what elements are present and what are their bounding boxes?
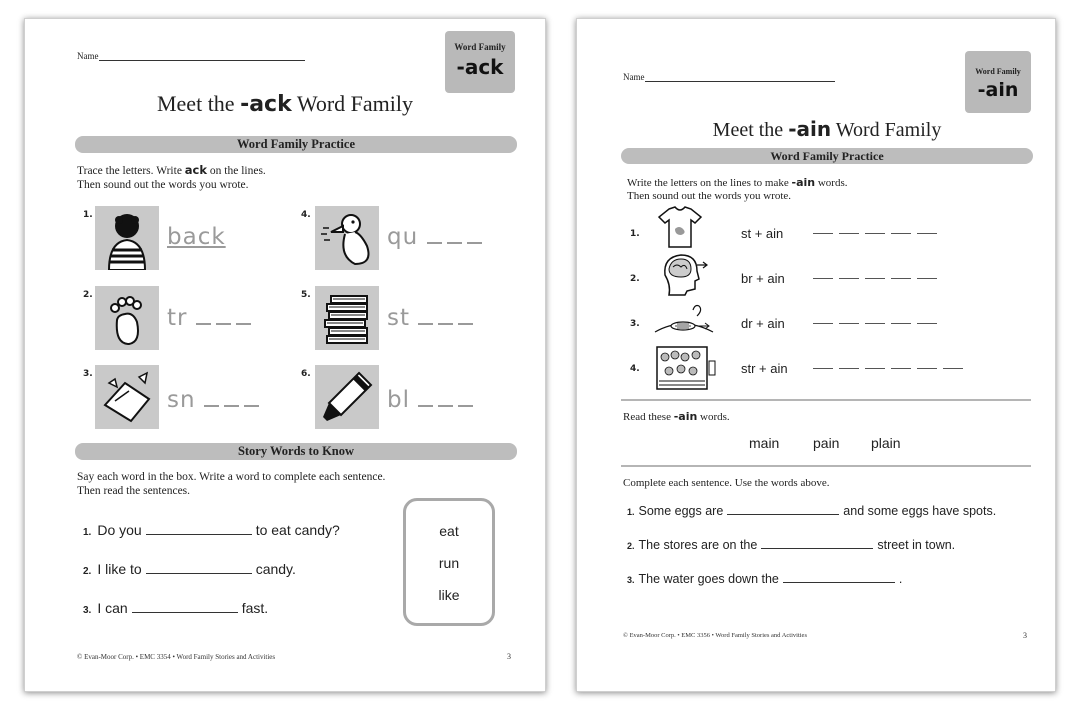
trace-word-quack[interactable]: qu <box>387 224 487 250</box>
item-number: 1. <box>83 210 93 220</box>
sentence-1: 1. Some eggs are and some eggs have spots. <box>627 504 997 518</box>
crowd-train-icon <box>655 345 717 391</box>
item-number: 2. <box>83 290 93 300</box>
practice-instructions: Trace the letters. Write ack on the lines. Then sound out the words you wrote. <box>77 163 266 191</box>
read-word-pain: pain <box>813 435 840 451</box>
word-box-item: eat <box>439 523 459 539</box>
item-number: 3. <box>83 369 93 379</box>
drain-icon <box>653 302 715 338</box>
page-footer: © Evan-Moor Corp. • EMC 3354 • Word Family Stories and Activities <box>77 653 276 661</box>
trace-word-stack[interactable]: st <box>387 305 478 331</box>
answer-line[interactable] <box>783 582 895 583</box>
section-header-practice: Word Family Practice <box>621 148 1033 164</box>
answer-line[interactable] <box>146 573 252 574</box>
answer-blanks[interactable] <box>813 269 943 287</box>
divider <box>621 465 1031 467</box>
name-field[interactable]: Name <box>77 51 305 61</box>
word-family-tab: Word Family -ack <box>445 31 515 93</box>
word-box-item: run <box>438 555 460 571</box>
trace-word-back[interactable]: back <box>167 224 226 250</box>
read-instructions: Read these -ain words. <box>623 410 730 423</box>
read-word-plain: plain <box>871 435 901 451</box>
word-builder-1: st + ain <box>741 226 784 241</box>
page-number: 3 <box>1023 631 1027 640</box>
trace-word-snack[interactable]: sn <box>167 387 264 413</box>
answer-blanks[interactable] <box>813 359 969 377</box>
sentence-2: 2. The stores are on the street in town. <box>627 538 956 552</box>
item-number: 4. <box>630 364 640 374</box>
item-number: 1. <box>630 229 640 239</box>
child-back-icon <box>95 206 159 270</box>
item-number: 2. <box>630 274 640 284</box>
name-field[interactable]: Name <box>623 72 835 82</box>
item-number: 6. <box>301 369 311 379</box>
practice-instructions: Write the letters on the lines to make -ain words. Then sound out the words you wrote. <box>627 176 848 202</box>
duck-icon <box>315 206 379 270</box>
worksheet-page-ain <box>576 18 1056 692</box>
trace-word-track[interactable]: tr <box>167 305 256 331</box>
story-instructions: Say each word in the box. Write a word to complete each sentence. Then read the sentences. <box>77 471 386 497</box>
page-footer: © Evan-Moor Corp. • EMC 3356 • Word Family Stories and Activities <box>623 632 807 639</box>
section-header-practice: Word Family Practice <box>75 136 517 153</box>
word-builder-4: str + ain <box>741 361 788 376</box>
book-stack-icon <box>315 286 379 350</box>
footprint-icon <box>95 286 159 350</box>
word-builder-2: br + ain <box>741 271 785 286</box>
page-title: Meet the -ain Word Family <box>712 117 942 141</box>
read-word-main: main <box>749 435 780 451</box>
word-box <box>403 498 495 626</box>
page-title: Meet the -ack Word Family <box>156 91 414 117</box>
answer-line[interactable] <box>146 534 252 535</box>
answer-blanks[interactable] <box>813 314 943 332</box>
item-number: 3. <box>630 319 640 329</box>
head-brain-icon <box>657 251 709 297</box>
answer-line[interactable] <box>727 514 839 515</box>
word-builder-3: dr + ain <box>741 316 785 331</box>
trace-word-black[interactable]: bl <box>387 387 478 413</box>
item-number: 4. <box>301 210 311 220</box>
page-number: 3 <box>507 652 511 661</box>
answer-line[interactable] <box>761 548 873 549</box>
sentence-3: 3. I can fast. <box>83 600 269 616</box>
t-shirt-stain-icon <box>657 205 703 249</box>
worksheet-page-ack <box>24 18 546 692</box>
item-number: 5. <box>301 290 311 300</box>
complete-instructions: Complete each sentence. Use the words above. <box>623 477 830 489</box>
word-family-tab: Word Family -ain <box>965 51 1031 113</box>
section-header-story-words: Story Words to Know <box>75 443 517 460</box>
snack-bag-icon <box>95 365 159 429</box>
answer-line[interactable] <box>132 612 238 613</box>
sentence-1: 1. Do you to eat candy? <box>83 522 340 538</box>
word-box-item: like <box>438 587 460 603</box>
marker-icon <box>315 365 379 429</box>
sentence-2: 2. I like to candy. <box>83 561 296 577</box>
answer-blanks[interactable] <box>813 224 943 242</box>
sentence-3: 3. The water goes down the . <box>627 572 903 586</box>
divider <box>621 399 1031 401</box>
